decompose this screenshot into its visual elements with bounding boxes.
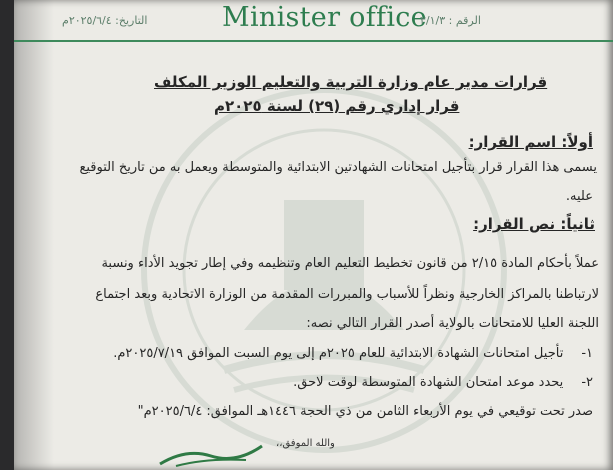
section-one-text-cont: عليه. — [565, 189, 593, 204]
section-two-paragraph-line1: عملاً بأحكام المادة ٢/١٥ من قانون تخطيط التعليم العام وتنظيمه وفي إطار تجويد الأداء ونسبة — [101, 256, 599, 271]
item-text: يحدد موعد امتحان الشهادة المتوسطة لوقت لاحق. — [293, 375, 564, 390]
section-two-title: ثانياً: نص القرار: — [473, 215, 595, 233]
section-two-paragraph-line3: اللجنة العليا للامتحانات بالولاية أصدر القرار التالي نصه: — [306, 316, 599, 331]
decision-item — [113, 346, 593, 361]
item-number: ١- — [581, 346, 593, 361]
item-text: تأجيل امتحانات الشهادة الابتدائية للعام ٢٠٢٥م إلى يوم السبت الموافق ٢٠٢٥/٧/١٩م. — [113, 346, 564, 361]
section-one-text: يسمى هذا القرار قرار بتأجيل امتحانات الشهادتين الابتدائية والمتوسطة ويعمل به من تاريخ التوقيع — [79, 160, 597, 175]
issuance-statement: صدر تحت توقيعي في يوم الأربعاء الثامن من ذي الحجة ١٤٤٦هـ الموافق: ٢٠٢٥/٦/٤م" — [137, 404, 593, 419]
section-two-paragraph-line2: لارتباطنا بالمراكز الخارجية ونظراً للأسباب والمبررات المقدمة من الوزارة الاتحادية وبعد اجتماع — [95, 287, 599, 302]
decision-number: قرار إداري رقم (٢٩) لسنة ٢٠٢٥م — [214, 97, 460, 115]
reference-field: الرقم : ٢/١/٣ — [420, 14, 481, 27]
item-number: ٢- — [581, 375, 593, 390]
letterhead-divider — [14, 40, 613, 42]
decision-heading: قرارات مدير عام وزارة التربية والتعليم الوزير المكلف — [154, 73, 548, 91]
handwritten-signature — [156, 438, 266, 470]
closing-salutation: والله الموفق،، — [276, 438, 335, 449]
decision-item — [293, 375, 593, 390]
date-field: التاريخ: ٢٠٢٥/٦/٤م — [62, 14, 148, 27]
document-page — [14, 0, 613, 470]
letterhead-title: Minister office — [222, 2, 427, 33]
page-shadow — [14, 0, 54, 470]
section-one-title: أولاً: اسم القرار: — [468, 133, 593, 151]
